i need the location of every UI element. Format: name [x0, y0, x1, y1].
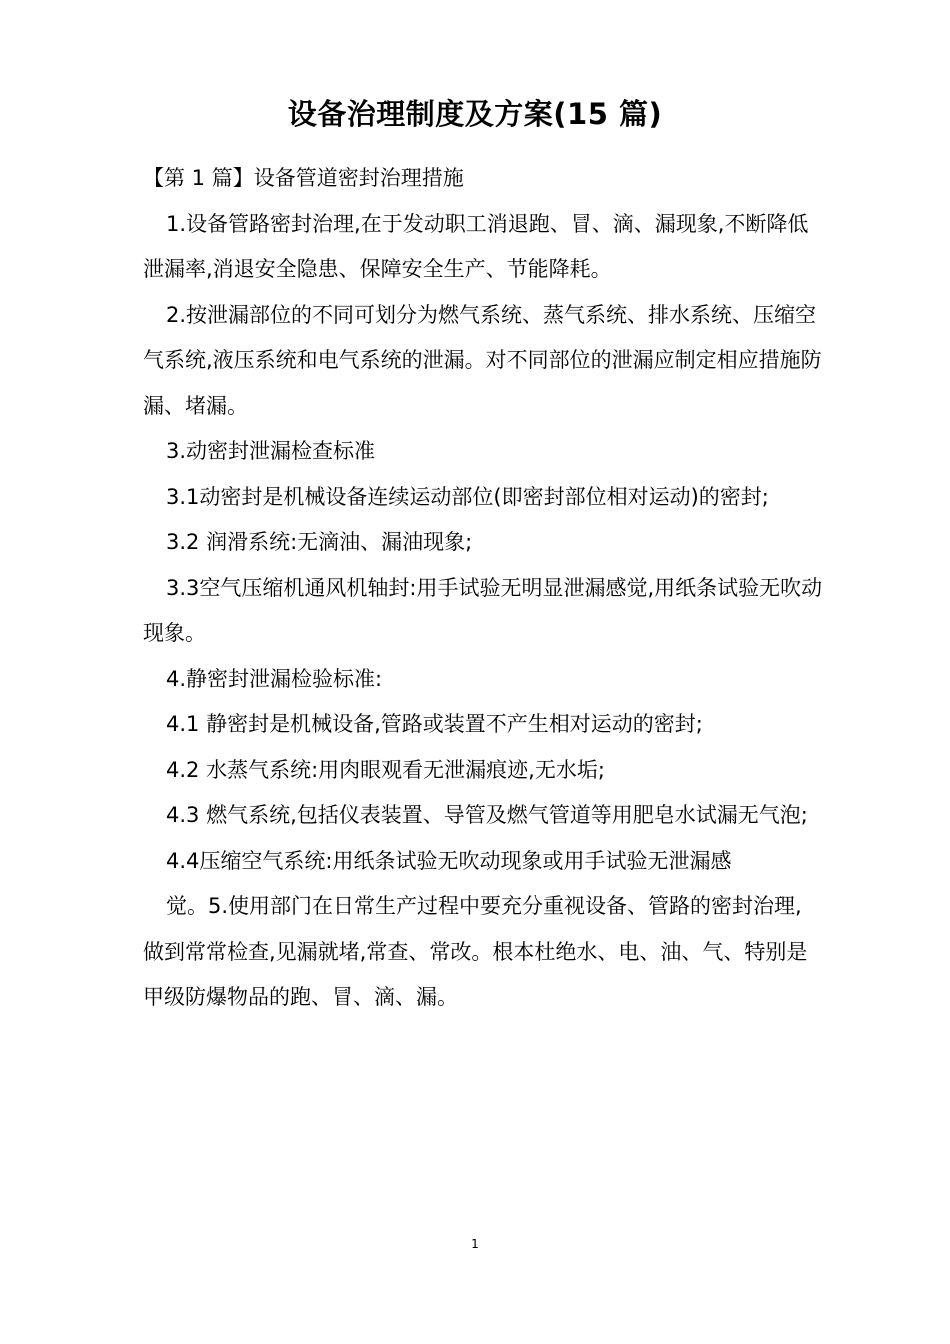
- paragraph: 觉。5.使用部门在日常生产过程中要充分重视设备、管路的密封治理,: [166, 894, 802, 918]
- paragraph: 做到常常检查,见漏就堵,常查、常改。根本杜绝水、电、油、气、特别是甲级防爆物品的跑、冒、滴、漏。: [143, 939, 808, 1009]
- paragraph: 1.设备管路密封治理,在于发动职工消退跑、冒、滴、漏现象,不断降低泄漏率,消退安全隐患、保障安全生产、节能降耗。: [143, 211, 809, 281]
- paragraph: 3.3空气压缩机通风机轴封:用手试验无明显泄漏感觉,用纸条试验无吹动现象。: [143, 575, 823, 645]
- paragraph: 4.4压缩空气系统:用纸条试验无吹动现象或用手试验无泄漏感: [166, 848, 732, 873]
- paragraph: 4.3 燃气系统,包括仪表装置、导管及燃气管道等用肥皂水试漏无气泡;: [166, 803, 808, 827]
- paragraph: 3.动密封泄漏检查标准: [166, 439, 376, 463]
- paragraph: 4.静密封泄漏检验标准:: [166, 666, 383, 691]
- paragraph: 3.2 润滑系统:无滴油、漏油现象;: [166, 530, 473, 554]
- page-number: 1: [471, 1237, 479, 1251]
- section-heading: 【第 1 篇】设备管道密封治理措施: [143, 166, 464, 190]
- paragraph: 3.1动密封是机械设备连续运动部位(即密封部位相对运动)的密封;: [166, 484, 769, 509]
- paragraph: 4.2 水蒸气系统:用肉眼观看无泄漏痕迹,无水垢;: [166, 757, 605, 782]
- document-body: [143, 156, 823, 1021]
- paragraph: 2.按泄漏部位的不同可划分为燃气系统、蒸气系统、排水系统、压缩空气系统,液压系统和电气系统的泄漏。对不同部位的泄漏应制定相应措施防漏、堵漏。: [143, 302, 822, 418]
- paragraph: 4.1 静密封是机械设备,管路或装置不产生相对运动的密封;: [166, 712, 703, 736]
- document-title: 设备治理制度及方案(15 篇): [287, 97, 663, 131]
